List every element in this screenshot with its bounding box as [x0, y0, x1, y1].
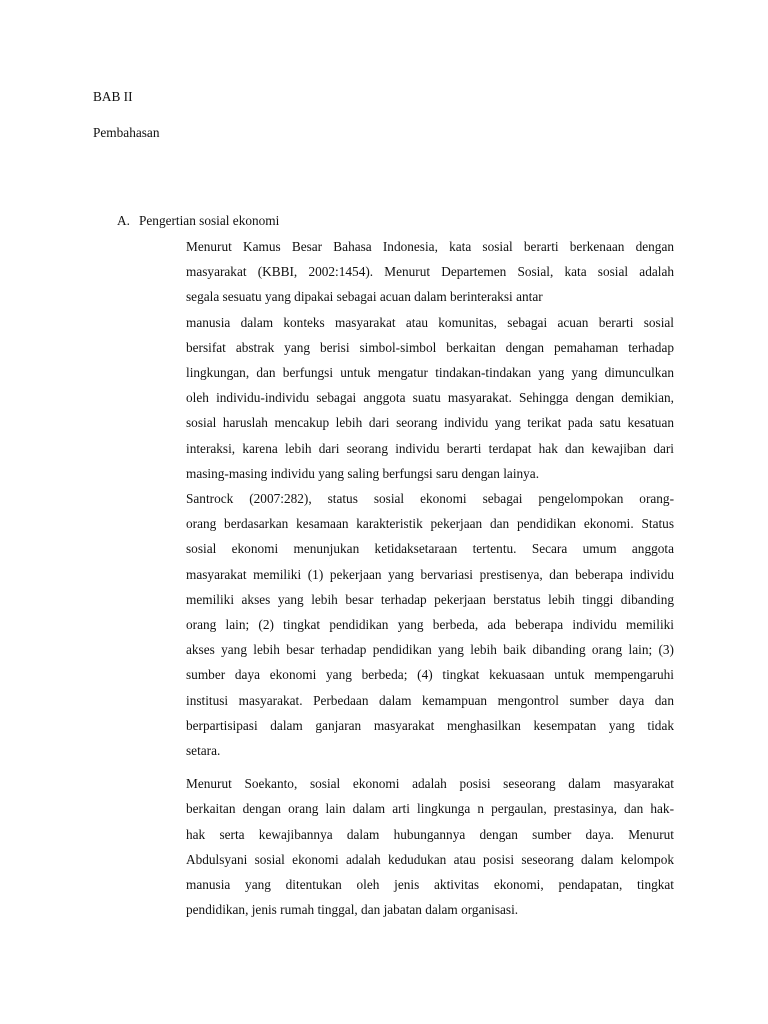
paragraph-line: interaksi, karena lebih dari seorang individu berarti terdapat hak dan kewajiban dari — [186, 440, 674, 456]
paragraph-line: lingkungan, dan berfungsi untuk mengatur tindakan-tindakan yang yang dimunculkan — [186, 365, 674, 381]
paragraph-line: setara. — [186, 743, 221, 759]
paragraph-line: manusia dalam konteks masyarakat atau komunitas, sebagai acuan berarti sosial — [186, 314, 674, 330]
paragraph-2 — [139, 486, 674, 763]
section-heading — [117, 212, 674, 230]
paragraph-line: sosial ekonomi menunjukan ketidaksetaraan tertentu. Secara umum anggota — [186, 541, 674, 557]
paragraph-line: hak serta kewajibannya dalam hubungannya dengan sumber daya. Menurut — [186, 826, 674, 842]
paragraph-line: sumber daya ekonomi yang berbeda; (4) tingkat kekuasaan untuk mempengaruhi — [186, 667, 674, 683]
paragraph-line: orang berdasarkan kesamaan karakteristik pekerjaan dan pendidikan ekonomi. Status — [186, 516, 674, 532]
paragraph-line: institusi masyarakat. Perbedaan dalam kemampuan mengontrol sumber daya dan — [186, 692, 674, 708]
paragraph-line: Menurut Soekanto, sosial ekonomi adalah posisi seseorang dalam masyarakat — [186, 776, 674, 792]
chapter-title: BAB II — [93, 89, 133, 104]
section-a — [117, 212, 674, 922]
paragraph-line: Menurut Kamus Besar Bahasa Indonesia, kata sosial berarti berkenaan dengan — [186, 239, 674, 254]
paragraph-line: masyarakat (KBBI, 2002:1454). Menurut Departemen Sosial, kata sosial adalah — [186, 264, 674, 280]
paragraph-line: memiliki akses yang lebih besar terhadap pekerjaan berstatus lebih tinggi dibanding — [186, 591, 674, 607]
paragraph-line: Santrock (2007:282), status sosial ekonomi sebagai pengelompokan orang- — [186, 491, 674, 507]
paragraph-line: masyarakat memiliki (1) pekerjaan yang bervariasi prestisenya, dan beberapa individu — [186, 566, 674, 582]
section-heading-text: Pengertian sosial ekonomi — [139, 213, 280, 228]
paragraph-line: berpartisipasi dalam ganjaran masyarakat menghasilkan kesempatan yang tidak — [186, 717, 674, 733]
paragraph-line: pendidikan, jenis rumah tinggal, dan jabatan dalam organisasi. — [186, 902, 519, 918]
section-marker: A. — [117, 213, 130, 228]
paragraph-line: sosial haruslah mencakup lebih dari seorang individu yang terikat pada satu kesatuan — [186, 415, 674, 431]
paragraph-line: berkaitan dengan orang lain dalam arti lingkunga n pergaulan, prestasinya, dan hak- — [186, 801, 674, 817]
paragraph-line: masing-masing individu yang saling berfungsi saru dengan lainya. — [186, 465, 540, 481]
paragraph-line: orang lain; (2) tingkat pendidikan yang berbeda, ada beberapa individu memiliki — [186, 617, 674, 633]
chapter-subtitle: Pembahasan — [93, 125, 160, 140]
paragraph-line: segala sesuatu yang dipakai sebagai acuan dalam berinteraksi antar — [186, 289, 543, 305]
paragraph-line: akses yang lebih besar terhadap pendidikan yang lebih baik dibanding orang lain; (3) — [186, 642, 674, 658]
paragraph-line: manusia yang ditentukan oleh jenis aktivitas ekonomi, pendapatan, tingkat — [186, 877, 674, 893]
paragraph-line: Abdulsyani sosial ekonomi adalah kedudukan atau posisi seseorang dalam kelompok — [186, 851, 674, 867]
paragraph-3 — [139, 771, 674, 922]
paragraph-line: oleh individu-individu sebagai anggota suatu masyarakat. Sehingga dengan demikian, — [186, 390, 674, 406]
paragraph-line: bersifat abstrak yang berisi simbol-simbol berkaitan dengan pemahaman terhadap — [186, 339, 674, 355]
paragraph-1 — [139, 234, 674, 486]
